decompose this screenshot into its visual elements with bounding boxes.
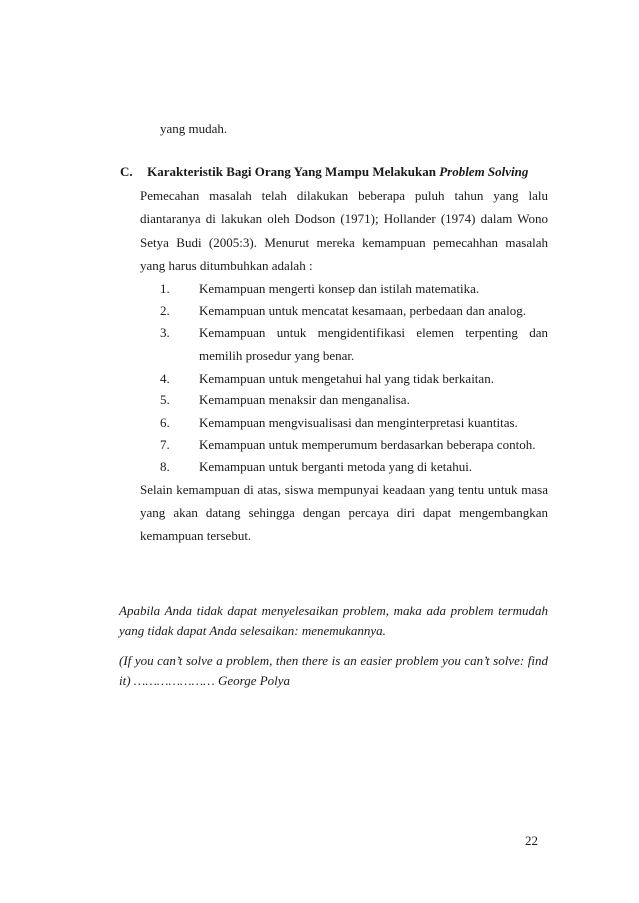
list-item-number: 4. [160,371,170,386]
closing-line-3: kemampuan tersebut. [140,528,252,543]
list-item-number: 3. [160,325,170,340]
list-item-text: Kemampuan untuk mengetahui hal yang tidak berkaitan. [199,371,494,386]
list-item-number: 1. [160,281,170,296]
quote-english [119,651,548,691]
section-heading [120,164,528,180]
list-item-text: Kemampuan untuk berganti metoda yang di ketahui. [199,459,473,474]
intro-line-4: yang harus ditumbuhkan adalah : [140,258,313,273]
quote-english-text: (If you can’t solve a problem, then there is an easier problem you can’t solve: find it) ………………… George Polya [119,653,548,688]
list-item-number: 7. [160,437,170,452]
list-item-text: Kemampuan untuk mencatat kesamaan, perbedaan dan analog. [199,303,527,318]
section-letter: C. [120,164,133,179]
section-title: Karakteristik Bagi Orang Yang Mampu Melakukan [147,164,436,179]
intro-line-2: diantaranya di lakukan oleh Dodson (1971); Hollander (1974) dalam Wono [140,211,548,226]
list-item-text: Kemampuan mengvisualisasi dan menginterpretasi kuantitas. [199,415,518,430]
closing-line-1: Selain kemampuan di atas, siswa mempunyai keadaan yang tentu untuk masa [140,482,548,497]
page-number: 22 [525,833,538,848]
quote-indonesian-text: Apabila Anda tidak dapat menyelesaikan problem, maka ada problem termudah yang tidak dapat Anda selesaikan: menemukannya. [119,603,548,638]
list-item-text: Kemampuan menaksir dan menganalisa. [199,392,410,407]
list-item-number: 8. [160,459,170,474]
list-item-text: Kemampuan mengerti konsep dan istilah matematika. [199,281,480,296]
quote-indonesian [119,601,548,641]
list-item-text: Kemampuan untuk mengidentifikasi elemen terpenting dan [199,325,548,340]
list-item-number: 6. [160,415,170,430]
section-title-italic: Problem Solving [439,164,529,179]
list-item-number: 5. [160,392,170,407]
intro-line-3: Setya Budi (2005:3). Menurut mereka kemampuan pemecahhan masalah [140,235,548,250]
closing-line-2: yang akan datang sehingga dengan percaya diri dapat mengembangkan [140,505,548,520]
list-item-text-continued: memilih prosedur yang benar. [199,348,355,363]
continuation-line: yang mudah. [160,121,228,136]
list-item-text: Kemampuan untuk memperumum berdasarkan beberapa contoh. [199,437,536,452]
list-item-number: 2. [160,303,170,318]
intro-line-1: Pemecahan masalah telah dilakukan beberapa puluh tahun yang lalu [140,188,548,203]
